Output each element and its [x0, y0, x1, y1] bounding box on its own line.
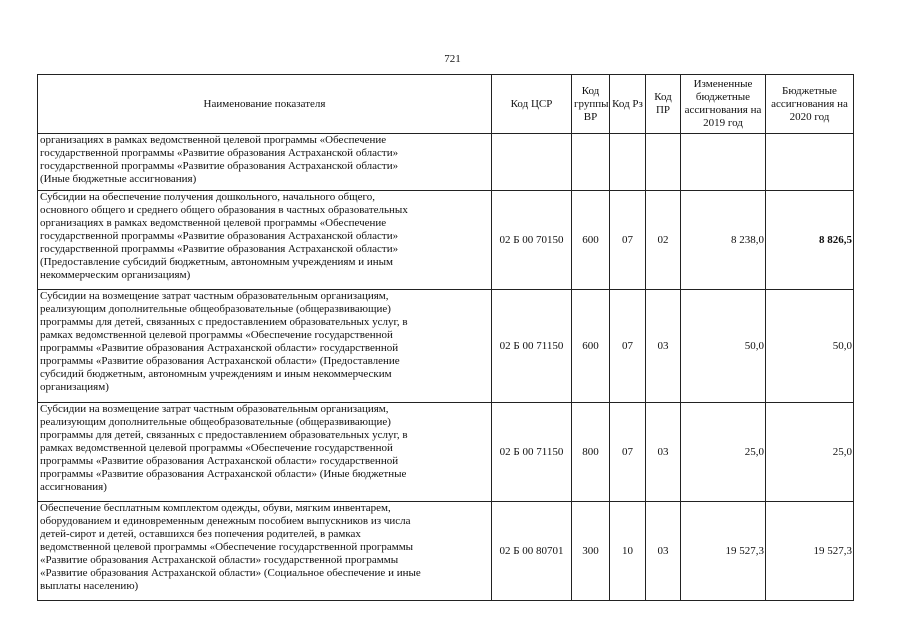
header-pr: Код ПР [646, 75, 681, 134]
header-rz: Код Рз [610, 75, 646, 134]
name-line: реализующим дополнительные общеобразовательные (общеразвивающие) [40, 303, 391, 315]
table-row [38, 502, 854, 601]
row-rz: 07 [610, 290, 646, 403]
row-amount-2020 [766, 134, 854, 191]
name-line: Субсидии на обеспечение получения дошкольного, начального общего, [40, 191, 375, 203]
name-line: реализующим дополнительные общеобразовательные (общеразвивающие) [40, 416, 391, 428]
row-csr: 02 Б 00 70150 [492, 191, 572, 290]
name-line: Субсидии на возмещение затрат частным образовательным организациям, [40, 290, 389, 302]
row-amount-2020: 50,0 [766, 290, 854, 403]
name-line: детей-сирот и детей, оставшихся без попечения родителей, в рамках [40, 528, 361, 540]
name-line: программы для детей, связанных с предоставлением образовательных услуг, в [40, 316, 408, 328]
row-pr: 02 [646, 191, 681, 290]
row-vr: 300 [572, 502, 610, 601]
name-line: государственной программы «Развитие образования Астраханской области» [40, 243, 399, 255]
name-line: ассигнования) [40, 481, 107, 493]
row-rz: 07 [610, 403, 646, 502]
name-line: программы «Развитие образования Астраханской области» (Иные бюджетные [40, 468, 407, 480]
row-amount-2020: 25,0 [766, 403, 854, 502]
row-amount-2019: 19 527,3 [681, 502, 766, 601]
name-line: программы «Развитие образования Астраханской области» государственной [40, 455, 399, 467]
row-name [38, 502, 492, 601]
row-rz [610, 134, 646, 191]
row-amount-2019: 25,0 [681, 403, 766, 502]
name-line: выплаты населению) [40, 580, 139, 592]
name-line: государственной программы «Развитие образования Астраханской области» [40, 160, 399, 172]
budget-table [37, 74, 854, 601]
name-line: (Иные бюджетные ассигнования) [40, 173, 197, 185]
row-pr: 03 [646, 403, 681, 502]
row-vr: 600 [572, 191, 610, 290]
row-csr: 02 Б 00 71150 [492, 403, 572, 502]
table-row [38, 290, 854, 403]
name-line: «Развитие образования Астраханской области» (Социальное обеспечение и иные [40, 567, 421, 579]
name-line: оборудованием и единовременным денежным пособием выпускников из числа [40, 515, 411, 527]
name-line: рамках ведомственной целевой программы «Обеспечение государственной [40, 329, 393, 341]
row-rz: 07 [610, 191, 646, 290]
name-line: государственной программы «Развитие образования Астраханской области» [40, 230, 399, 242]
row-amount-2019 [681, 134, 766, 191]
name-line: «Развитие образования Астраханской области» государственной программы [40, 554, 399, 566]
row-pr [646, 134, 681, 191]
row-amount-2020: 19 527,3 [766, 502, 854, 601]
row-amount-2020: 8 826,5 [766, 191, 854, 290]
name-line: некоммерческим организациям) [40, 269, 191, 281]
row-rz: 10 [610, 502, 646, 601]
row-name [38, 403, 492, 502]
row-vr: 600 [572, 290, 610, 403]
row-name [38, 290, 492, 403]
name-line: государственной программы «Развитие образования Астраханской области» [40, 147, 399, 159]
row-pr: 03 [646, 502, 681, 601]
header-amount-2019: Измененные бюджетные ассигнования на 2019 год [681, 75, 766, 134]
row-pr: 03 [646, 290, 681, 403]
header-csr: Код ЦСР [492, 75, 572, 134]
table-row [38, 403, 854, 502]
name-line: организациях в рамках ведомственной целевой программы «Обеспечение [40, 217, 387, 229]
row-name [38, 191, 492, 290]
row-csr: 02 Б 00 71150 [492, 290, 572, 403]
name-line: организациях в рамках ведомственной целевой программы «Обеспечение [40, 134, 387, 146]
row-vr [572, 134, 610, 191]
name-line: субсидий бюджетным, автономным учреждениям и иным некоммерческим [40, 368, 392, 380]
page-number: 721 [444, 53, 461, 65]
header-row [38, 75, 854, 134]
row-vr: 800 [572, 403, 610, 502]
row-name [38, 134, 492, 191]
name-line: программы «Развитие образования Астраханской области» (Предоставление [40, 355, 400, 367]
header-amount-2020: Бюджетные ассигнования на 2020 год [766, 75, 854, 134]
header-vr: Код группы ВР [572, 75, 610, 134]
name-line: Обеспечение бесплатным комплектом одежды, обуви, мягким инвентарем, [40, 502, 391, 514]
name-line: программы для детей, связанных с предоставлением образовательных услуг, в [40, 429, 408, 441]
name-line: программы «Развитие образования Астраханской области» государственной [40, 342, 399, 354]
name-line: Субсидии на возмещение затрат частным образовательным организациям, [40, 403, 389, 415]
row-amount-2019: 8 238,0 [681, 191, 766, 290]
row-csr [492, 134, 572, 191]
name-line: (Предоставление субсидий бюджетным, автономным учреждениям и иным [40, 256, 393, 268]
name-line: основного общего и среднего общего образования в частных образовательных [40, 204, 408, 216]
name-line: ведомственной целевой программы «Обеспечение государственной программы [40, 541, 414, 553]
name-line: рамках ведомственной целевой программы «Обеспечение государственной [40, 442, 393, 454]
table-row [38, 134, 854, 191]
table-row [38, 191, 854, 290]
header-name: Наименование показателя [38, 75, 492, 134]
row-amount-2019: 50,0 [681, 290, 766, 403]
row-csr: 02 Б 00 80701 [492, 502, 572, 601]
name-line: организациям) [40, 381, 109, 393]
